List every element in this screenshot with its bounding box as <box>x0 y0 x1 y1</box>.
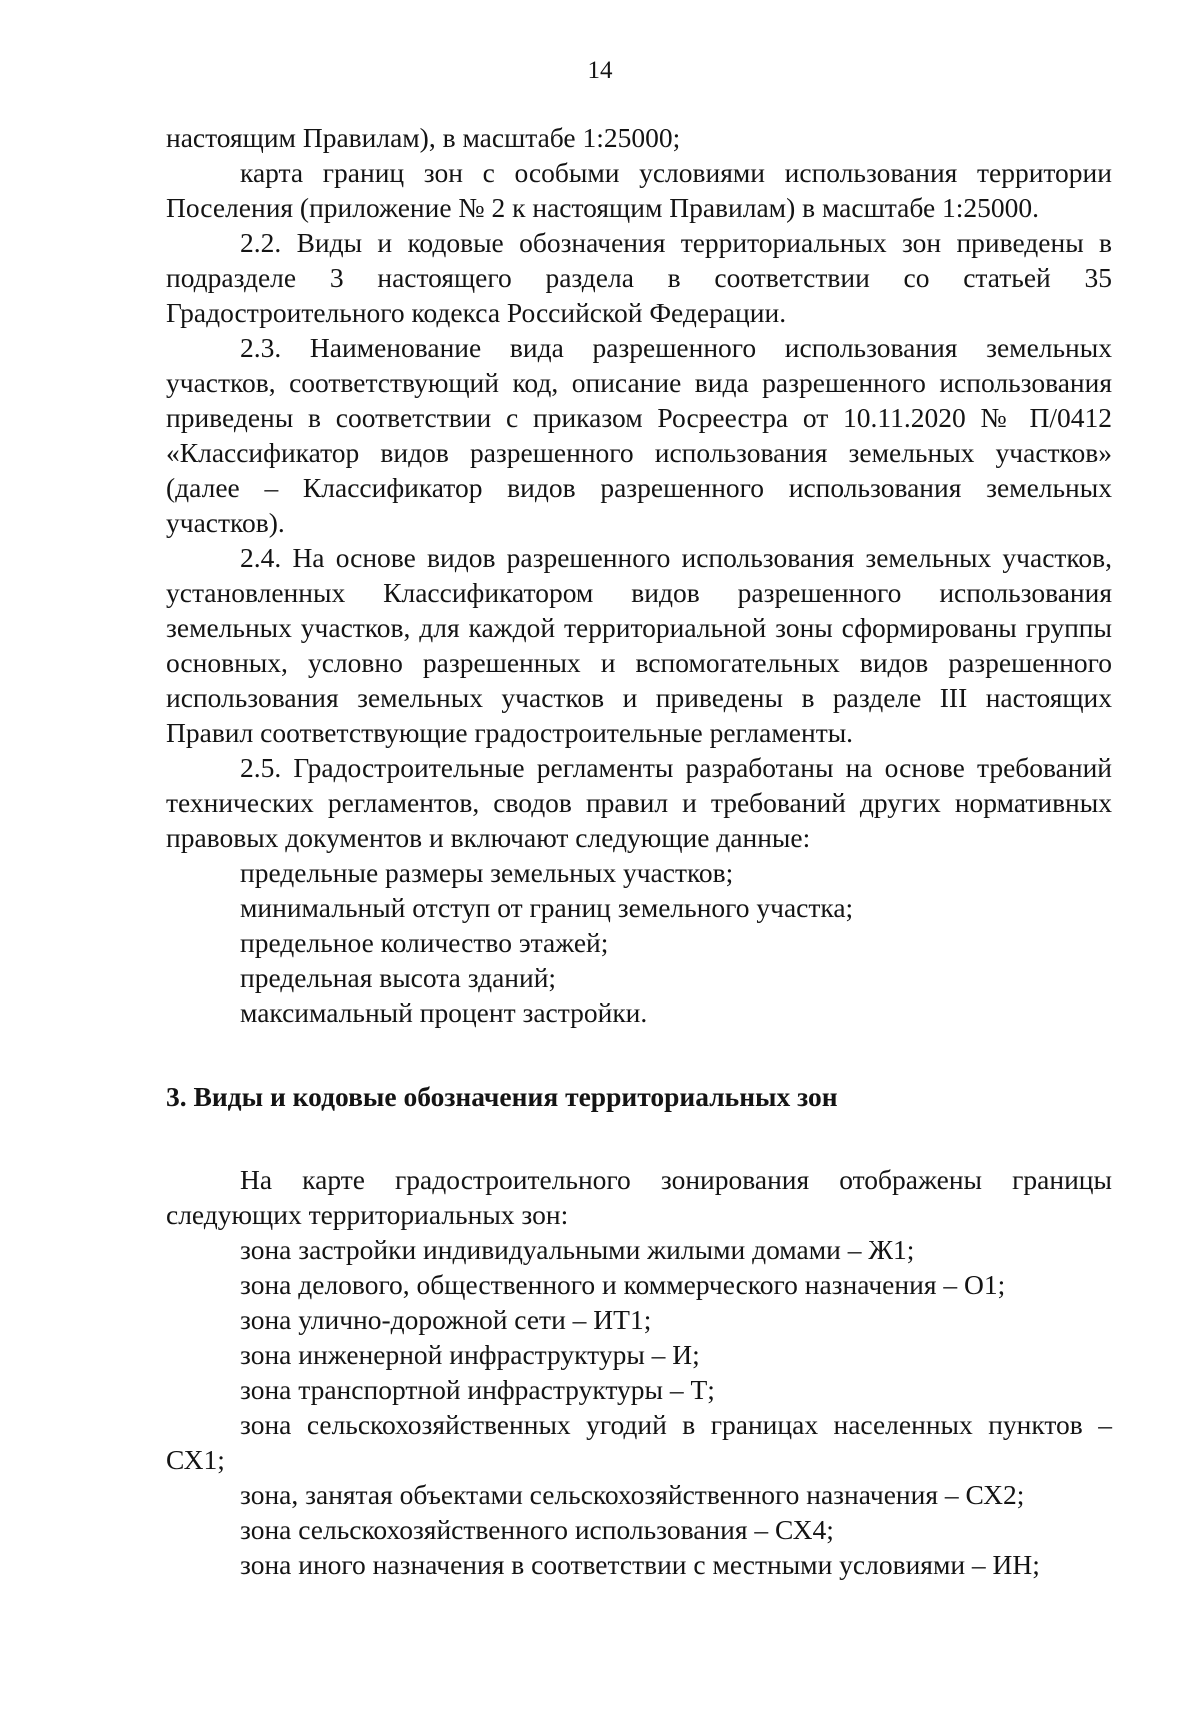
spacer <box>166 1114 1112 1162</box>
paragraph-p4: 2.3. Наименование вида разрешенного использования земельных участков, соответствующий код, описание вида разрешенного использования приведены в соответствии с приказом Росреестра от 10.11.2020 № П/0412 «Классификатор видов разрешенного использования земельных участков» (далее – Классификатор видов разрешенного использования земельных участков). <box>166 332 1112 538</box>
paragraph-p9: предельное количество этажей; <box>240 927 609 958</box>
paragraph-q1: На карте градостроительного зонирования отображены границы следующих территориальных зон: <box>166 1164 1112 1230</box>
paragraph-p6: 2.5. Градостроительные регламенты разработаны на основе требований технических регламентов, сводов правил и требований других нормативных правовых документов и включают следующие данные: <box>166 752 1112 853</box>
paragraph-q5: зона инженерной инфраструктуры – И; <box>240 1339 700 1370</box>
paragraph-q10: зона иного назначения в соответствии с местными условиями – ИН; <box>240 1549 1040 1580</box>
paragraph-p11: максимальный процент застройки. <box>240 997 648 1028</box>
paragraphs-after-heading <box>166 1162 1112 1582</box>
paragraph-q9: зона сельскохозяйственного использования – СХ4; <box>240 1514 834 1545</box>
paragraph-q2: зона застройки индивидуальными жилыми домами – Ж1; <box>240 1234 915 1265</box>
spacer <box>166 1030 1112 1079</box>
paragraph-p10: предельная высота зданий; <box>240 962 557 993</box>
paragraph-q8: зона, занятая объектами сельскохозяйственного назначения – СХ2; <box>240 1479 1025 1510</box>
section-heading: 3. Виды и кодовые обозначения территориальных зон <box>166 1081 838 1112</box>
paragraph-p2: карта границ зон с особыми условиями использования территории Поселения (приложение № 2 к настоящим Правилам) в масштабе 1:25000. <box>166 157 1112 223</box>
paragraph-p1: настоящим Правилам), в масштабе 1:25000; <box>166 122 681 153</box>
paragraphs-before-heading <box>166 120 1112 1030</box>
paragraph-q6: зона транспортной инфраструктуры – Т; <box>240 1374 715 1405</box>
page-number: 14 <box>587 57 613 84</box>
paragraph-p8: минимальный отступ от границ земельного участка; <box>240 892 854 923</box>
paragraph-q4: зона улично-дорожной сети – ИТ1; <box>240 1304 652 1335</box>
paragraph-p3: 2.2. Виды и кодовые обозначения территориальных зон приведены в подразделе 3 настоящего раздела в соответствии со статьей 35 Градостроительного кодекса Российской Федерации. <box>166 227 1112 328</box>
document-body <box>166 120 1112 1582</box>
paragraph-q7: зона сельскохозяйственных угодий в границах населенных пунктов – СХ1; <box>166 1409 1112 1475</box>
paragraph-p7: предельные размеры земельных участков; <box>240 857 734 888</box>
paragraph-p5: 2.4. На основе видов разрешенного использования земельных участков, установленных Классификатором видов разрешенного использования земельных участков, для каждой территориальной зоны сформированы группы основных, условно разрешенных и вспомогательных видов разрешенного использования земельных участков и приведены в разделе III настоящих Правил соответствующие градостроительные регламенты. <box>166 542 1112 748</box>
paragraph-q3: зона делового, общественного и коммерческого назначения – О1; <box>240 1269 1006 1300</box>
